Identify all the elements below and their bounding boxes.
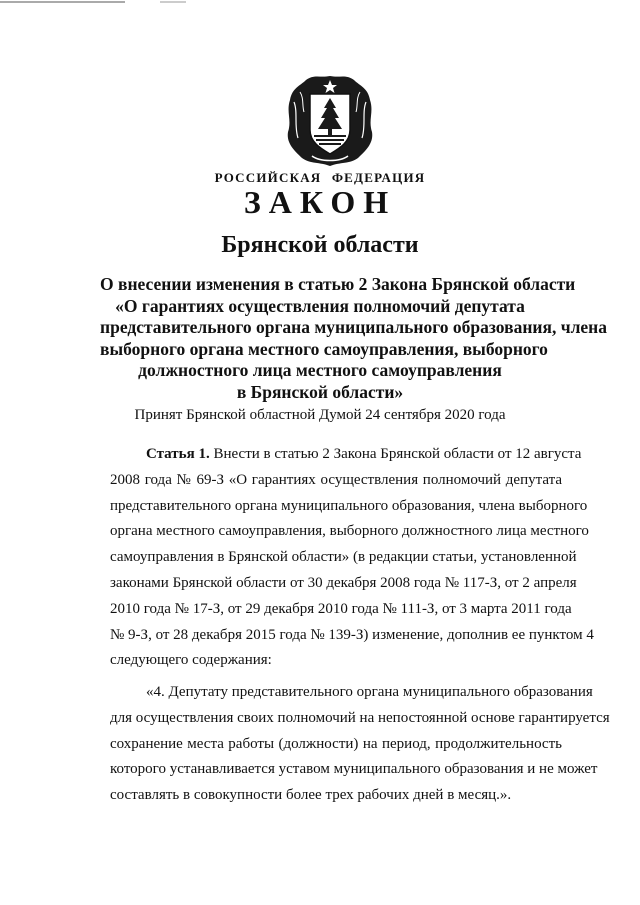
article-label: Статья 1. [146, 446, 210, 462]
article-line: 2008 года № 69-З «О гарантиях осуществления полномочий депутата [110, 471, 562, 488]
article-line: законами Брянской области от 30 декабря 2008 года № 117-З, от 2 апреля [110, 574, 577, 591]
article-line: самоуправления в Брянской области» (в редакции статьи, установленной [110, 549, 577, 566]
article-1 [110, 442, 594, 674]
region-heading: Брянской области [221, 232, 419, 258]
article-line: 2010 года № 17-З, от 29 декабря 2010 года № 111-З, от 3 марта 2011 года [110, 600, 572, 617]
article-first-line [110, 442, 582, 468]
article-first-line-text: Внести в статью 2 Закона Брянской области от 12 августа [213, 446, 582, 462]
document-title-line: в Брянской области» [236, 381, 404, 402]
quote-line: сохранение места работы (должности) на период, продолжительность [110, 735, 562, 752]
country-heading: РОССИЙСКАЯ ФЕДЕРАЦИЯ [214, 170, 426, 185]
article-line: органа местного самоуправления, выборного должностного лица местного [110, 523, 589, 540]
quote-line: составлять в совокупности более трех рабочих дней в месяц.». [110, 787, 512, 804]
quote-line: для осуществления своих полномочий на непостоянной основе гарантируется [110, 709, 610, 726]
document-title-line: «О гарантиях осуществления полномочий депутата [115, 295, 525, 316]
bryansk-coat-of-arms-icon [284, 72, 376, 168]
law-title: ЗАКОН [243, 184, 397, 220]
scan-margin-marks [0, 0, 640, 10]
document-title-line: выборного органа местного самоуправления, выборного [100, 338, 548, 359]
adoption-note: Принят Брянской областной Думой 24 сентября 2020 года [134, 407, 506, 423]
document-title-line: О внесении изменения в статью 2 Закона Брянской области [100, 274, 576, 294]
document-title-line: представительного органа муниципального образования, члена [100, 317, 607, 337]
quote-line: которого устанавливается уставом муниципального образования и не может [110, 761, 598, 778]
article-line: № 9-З, от 28 декабря 2015 года № 139-З) изменение, дополнив ее пунктом 4 [110, 626, 594, 643]
quote-line: «4. Депутату представительного органа муниципального образования [146, 684, 593, 700]
document-title [100, 274, 607, 403]
document-title-line: должностного лица местного самоуправления [138, 360, 502, 380]
article-line: следующего содержания: [110, 652, 272, 669]
quoted-paragraph [110, 680, 610, 809]
article-line: представительного органа муниципального образования, члена выборного [110, 497, 588, 514]
